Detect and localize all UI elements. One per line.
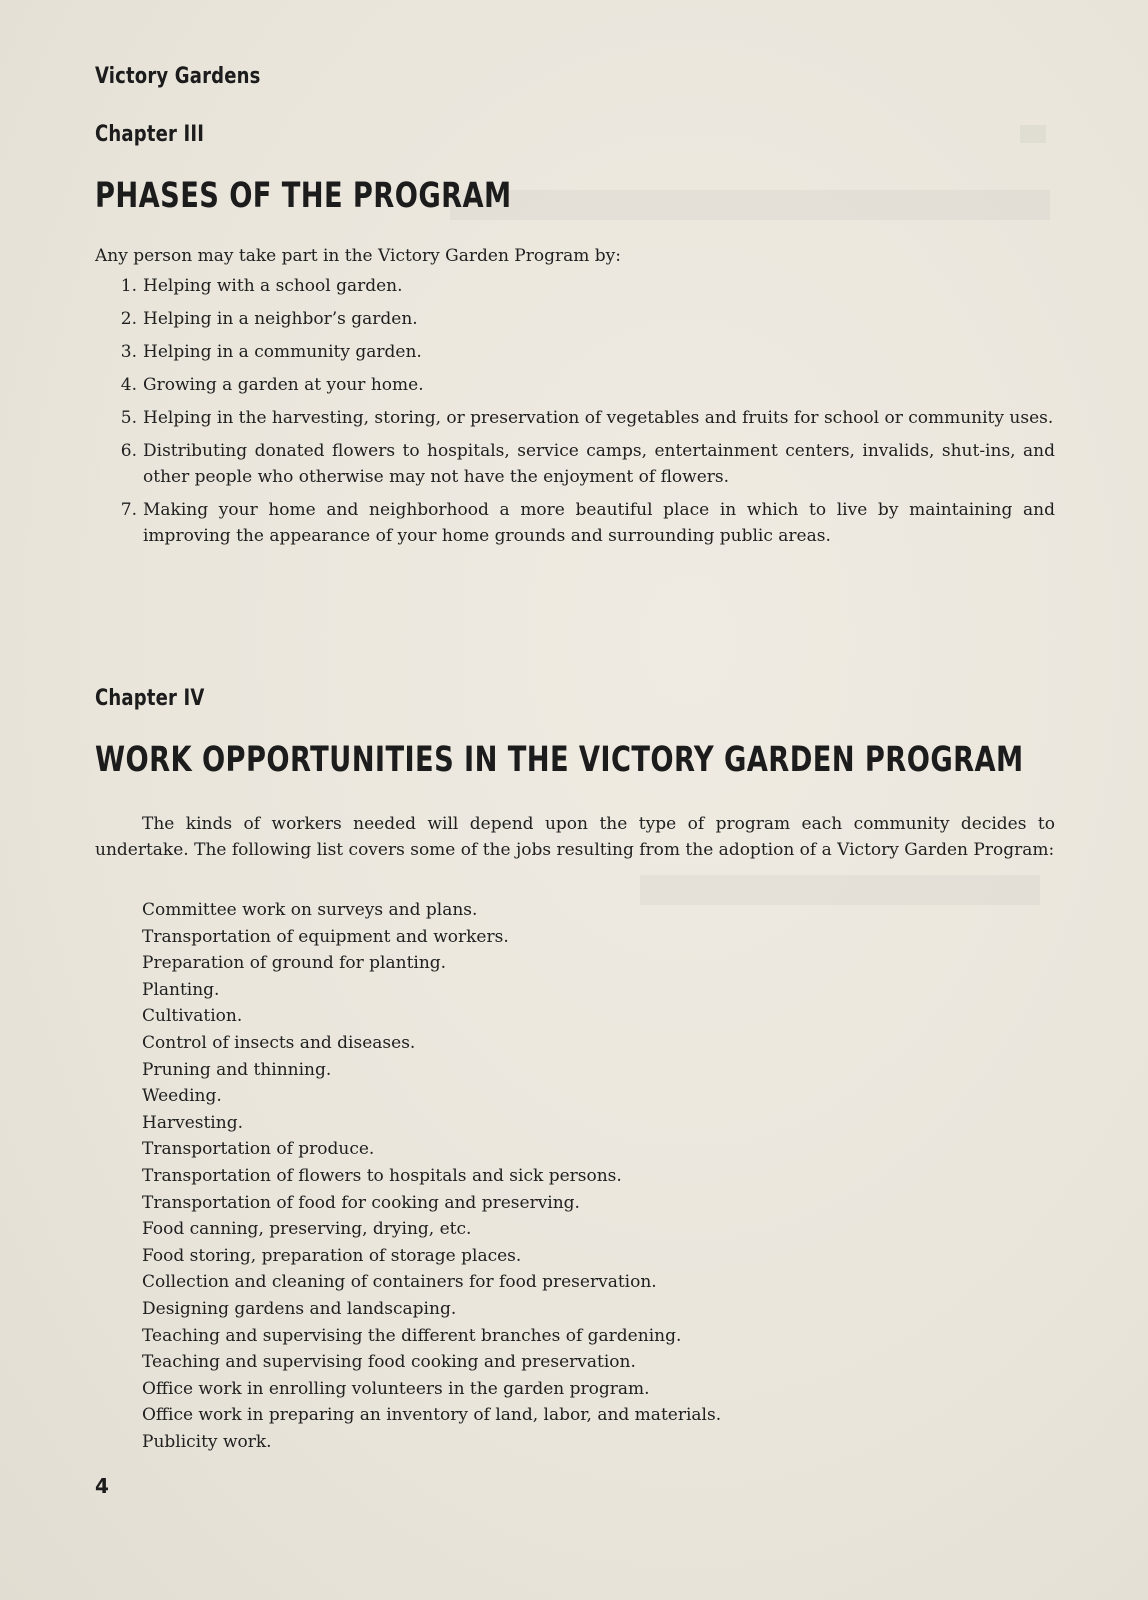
list-item-text: Growing a garden at your home.: [143, 375, 424, 395]
list-item-text: Helping in a neighbor’s garden.: [143, 309, 418, 329]
list-item-number: 5.: [120, 408, 137, 428]
list-item: [95, 372, 1055, 398]
list-item-text: Helping in the harvesting, storing, or preservation of vegetables and fruits for school or community uses.: [143, 408, 1054, 428]
job-item: Collection and cleaning of containers for food preservation.: [142, 1272, 657, 1293]
bleed-through-block-1: [1020, 125, 1046, 143]
list-item: [95, 339, 1055, 365]
chapter-3-label: Chapter III: [95, 122, 205, 147]
list-item: [95, 306, 1055, 332]
job-item: Teaching and supervising the different branches of gardening.: [142, 1325, 682, 1346]
job-item: Committee work on surveys and plans.: [142, 900, 478, 920]
list-item-number: 4.: [120, 375, 137, 395]
job-item: Planting.: [142, 979, 220, 1000]
bleed-through-block-2: [450, 190, 1050, 220]
job-item: Publicity work.: [142, 1431, 272, 1452]
job-item: Office work in enrolling volunteers in the garden program.: [142, 1378, 650, 1399]
job-item: Harvesting.: [142, 1112, 243, 1133]
chapter-4-label: Chapter IV: [95, 686, 205, 711]
list-item-number: 6.: [120, 441, 137, 461]
list-item: [95, 273, 1055, 299]
list-item-text: Distributing donated flowers to hospitals, service camps, entertainment centers, invalids, shut-ins, and other people who otherwise may not have the enjoyment of flowers.: [143, 441, 1055, 487]
job-item: Transportation of produce.: [142, 1139, 375, 1160]
job-item: Control of insects and diseases.: [142, 1032, 416, 1053]
list-item-number: 1.: [120, 276, 137, 296]
chapter-3-intro: Any person may take part in the Victory Garden Program by:: [95, 246, 621, 266]
list-item-text: Helping in a community garden.: [143, 342, 422, 362]
list-item-number: 7.: [120, 500, 137, 520]
job-item: Transportation of equipment and workers.: [142, 926, 509, 947]
job-item: Preparation of ground for planting.: [142, 953, 447, 974]
job-item: Weeding.: [142, 1086, 222, 1107]
job-item: Transportation of food for cooking and preserving.: [142, 1192, 580, 1213]
chapter-3-title: PHASES OF THE PROGRAM: [95, 176, 512, 216]
phases-list: [95, 273, 1055, 556]
list-item-number: 3.: [120, 342, 137, 362]
list-item-text: Making your home and neighborhood a more beautiful place in which to live by maintaining and improving the appearance of your home grounds and surrounding public areas.: [143, 500, 1055, 546]
list-item: [95, 405, 1055, 431]
chapter-4-paragraph: The kinds of workers needed will depend upon the type of program each community decides to undertake. The following list covers some of the jobs resulting from the adoption of a Victory Garden Program:: [95, 814, 1055, 860]
chapter-4-title: WORK OPPORTUNITIES IN THE VICTORY GARDEN PROGRAM: [95, 740, 1024, 780]
job-item: Teaching and supervising food cooking and preservation.: [142, 1352, 636, 1373]
job-item: Cultivation.: [142, 1006, 243, 1027]
job-item: Office work in preparing an inventory of land, labor, and materials.: [142, 1405, 722, 1426]
page-number: 4: [95, 1474, 109, 1498]
job-item: Designing gardens and landscaping.: [142, 1298, 457, 1319]
list-item-number: 2.: [120, 309, 137, 329]
list-item: [95, 438, 1055, 490]
list-item-text: Helping with a school garden.: [143, 276, 403, 296]
job-item: Transportation of flowers to hospitals and sick persons.: [142, 1165, 622, 1186]
running-head: Victory Gardens: [95, 64, 261, 89]
job-item: Pruning and thinning.: [142, 1059, 332, 1080]
list-item: [95, 497, 1055, 549]
jobs-list: [142, 897, 721, 1455]
job-item: Food canning, preserving, drying, etc.: [142, 1219, 472, 1240]
job-item: Food storing, preparation of storage places.: [142, 1245, 522, 1266]
